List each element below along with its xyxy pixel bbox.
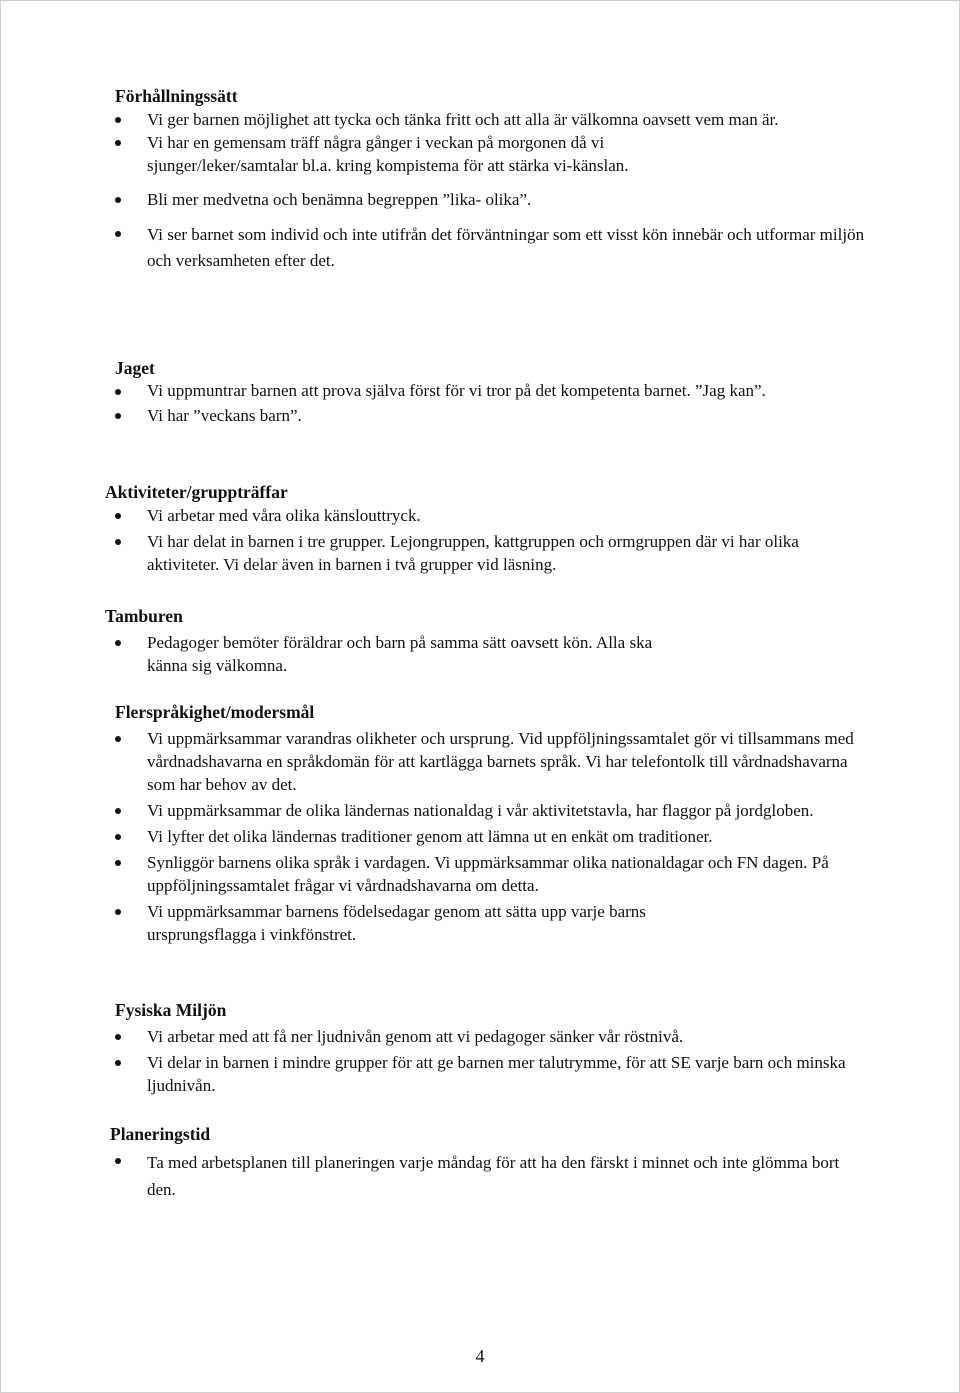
bullet-list [115, 631, 875, 677]
section-heading: Aktiviteter/gruppträffar [105, 482, 288, 502]
list-item: Vi uppmuntrar barnen att prova själva först för vi tror på det kompetenta barnet. ”Jag kan”. [115, 380, 855, 401]
list-item: Vi uppmärksammar barnens födelsedagar genom att sätta upp varje barns ursprungsflagga i vinkfönstret. [115, 900, 870, 946]
section-tamburen [105, 604, 875, 677]
bullet-list [115, 108, 880, 274]
list-item: Vi uppmärksammar varandras olikheter och ursprung. Vid uppföljningssamtalet gör vi tillsammans med vårdnadshavarna en språkdomän för att kartlägga barnets språk. Vi har telefontolk till vårdnadshavarna som har behov av det. [115, 727, 870, 796]
list-item: Bli mer medvetna och benämna begreppen ”lika- olika”. [115, 188, 880, 211]
page-number: 4 [475, 1346, 485, 1366]
section-aktiviteter [105, 480, 875, 576]
section-flersprakighet [115, 700, 870, 946]
section-heading: Flerspråkighet/modersmål [115, 702, 315, 722]
section-forhallningssatt [115, 84, 880, 274]
list-item: Vi uppmärksammar de olika ländernas nationaldag i vår aktivitetstavla, har flaggor på jordgloben. [115, 799, 870, 822]
list-item: Vi delar in barnen i mindre grupper för att ge barnen mer talutrymme, för att SE varje barn och minska ljudnivån. [115, 1051, 855, 1097]
section-fysiska-miljon [115, 998, 855, 1097]
bullet-list [115, 727, 870, 946]
section-jaget [115, 356, 855, 427]
bullet-list [115, 1149, 870, 1203]
list-item: Vi ser barnet som individ och inte utifrån det förväntningar som ett visst kön innebär och utformar miljön och verksamheten efter det. [115, 222, 880, 274]
list-item: Vi ger barnen möjlighet att tycka och tänka fritt och att alla är välkomna oavsett vem man är. [115, 108, 880, 131]
bullet-list [115, 380, 855, 427]
bullet-list [115, 1025, 855, 1097]
section-heading: Tamburen [105, 606, 183, 626]
section-heading: Jaget [115, 358, 155, 378]
list-item: Vi lyfter det olika ländernas traditioner genom att lämna ut en enkät om traditioner. [115, 825, 870, 848]
section-heading: Fysiska Miljön [115, 1000, 227, 1020]
list-item: Vi har delat in barnen i tre grupper. Lejongruppen, kattgruppen och ormgruppen där vi har olika aktiviteter. Vi delar även in barnen i två grupper vid läsning. [115, 530, 875, 576]
section-heading: Förhållningssätt [115, 86, 238, 106]
list-item: Vi arbetar med våra olika känslouttryck. [115, 504, 875, 527]
section-heading: Planeringstid [110, 1124, 211, 1144]
list-item: Vi arbetar med att få ner ljudnivån genom att vi pedagoger sänker vår röstnivå. [115, 1025, 855, 1048]
list-item: Vi har ”veckans barn”. [115, 404, 855, 427]
section-planeringstid [110, 1122, 870, 1203]
list-item: Pedagoger bemöter föräldrar och barn på samma sätt oavsett kön. Alla ska känna sig välkomna. [115, 631, 875, 677]
bullet-list [115, 504, 875, 576]
list-item: Synliggör barnens olika språk i vardagen. Vi uppmärksammar olika nationaldagar och FN dagen. På uppföljningssamtalet frågar vi vårdnadshavarna om detta. [115, 851, 870, 897]
list-item: Vi har en gemensam träff några gånger i veckan på morgonen då vi sjunger/leker/samtalar bl.a. kring kompistema för att stärka vi-känslan. [115, 131, 880, 177]
list-item: Ta med arbetsplanen till planeringen varje måndag för att ha den färskt i minnet och inte glömma bort den. [115, 1149, 870, 1203]
